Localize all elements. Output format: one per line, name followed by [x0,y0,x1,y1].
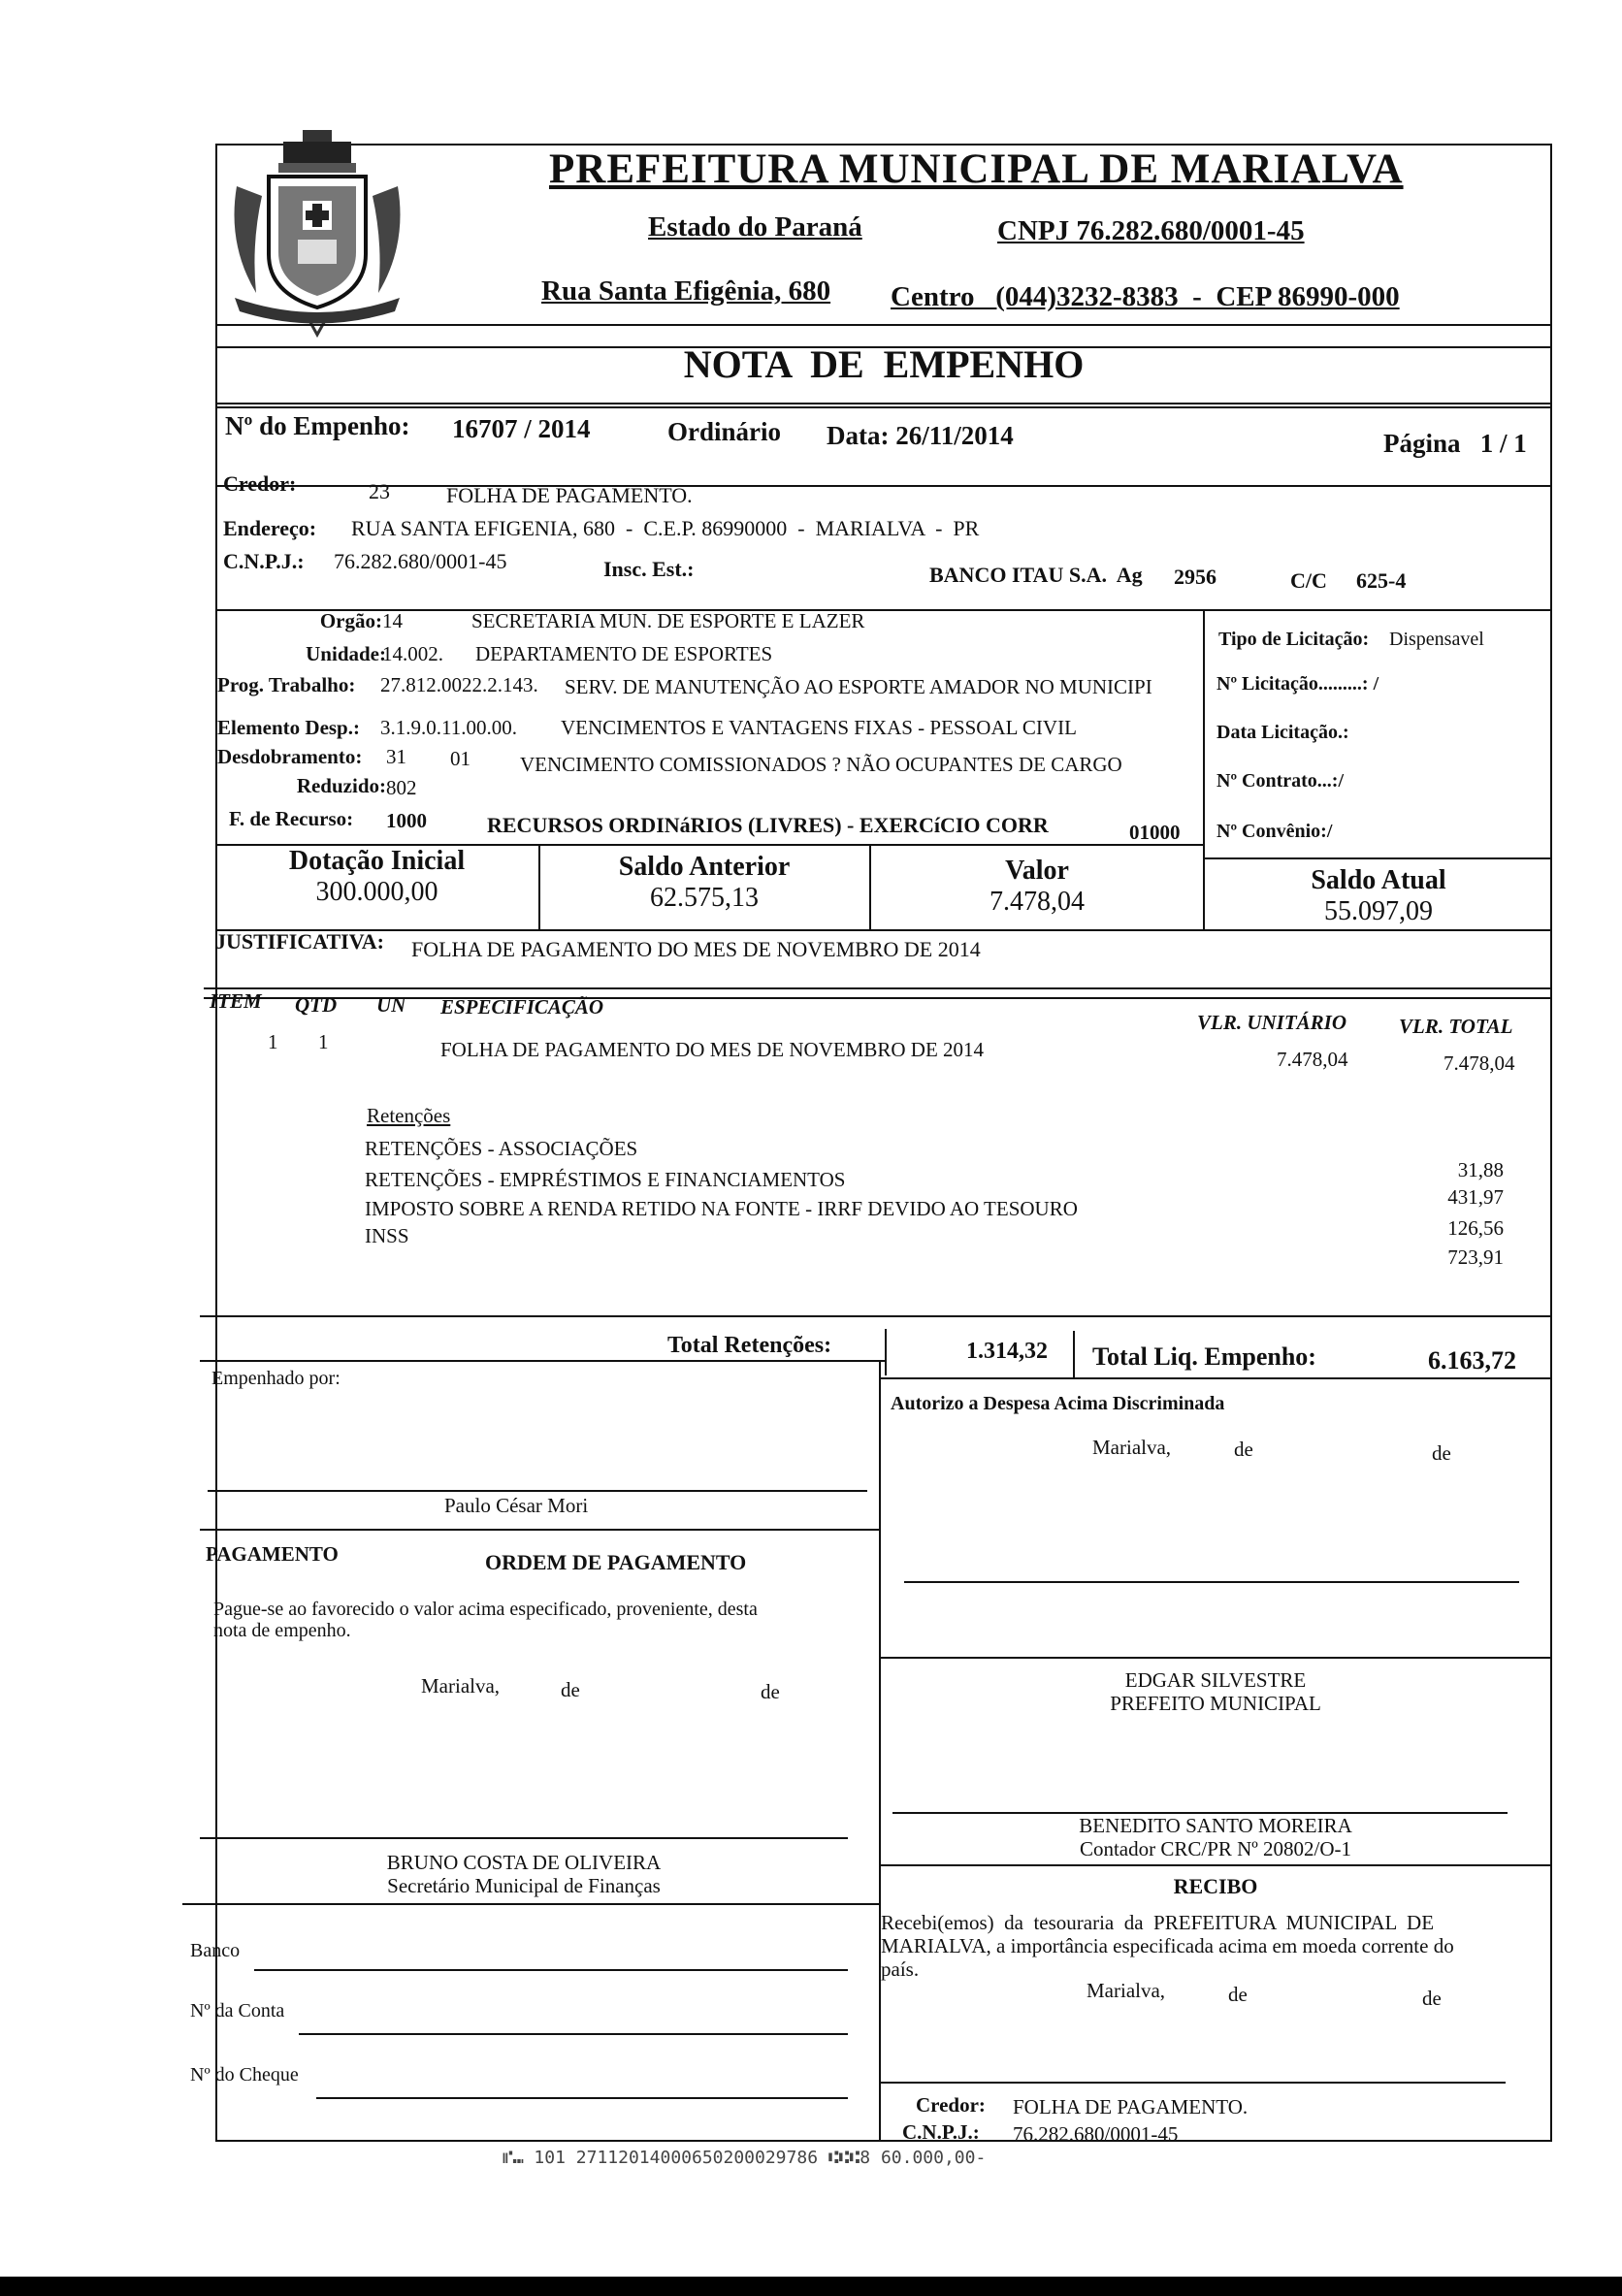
row-espec: FOLHA DE PAGAMENTO DO MES DE NOVEMBRO DE 2014 [440,1038,985,1061]
empenhado-label: Empenhado por: [211,1368,341,1389]
bank-name: BANCO ITAU S.A. Ag [929,563,1143,587]
recibo-credor-label: Credor: [916,2093,986,2117]
unidade-name: DEPARTAMENTO DE ESPORTES [475,642,773,665]
total-liq-label: Total Liq. Empenho: [1092,1342,1316,1371]
divider [200,1315,1552,1317]
contrato: Nº Contrato...:/ [1216,770,1345,792]
prog-name: SERV. DE MANUTENÇÃO AO ESPORTE AMADOR NO MUNICIPI [565,675,1152,698]
state-text: Estado do Paraná [648,211,862,243]
signature-line [904,1581,1519,1583]
de-text: de [561,1678,580,1701]
divider [215,406,1552,408]
retencao-item: INSS [365,1224,409,1247]
saldo-anterior-value: 62.575,13 [650,883,759,913]
address-text: Rua Santa Efigênia, 680 [541,275,831,307]
retencao-value: 723,91 [1447,1245,1504,1269]
recibo-text-2: MARIALVA, a importância especificada acima em moeda corrente do [881,1934,1454,1957]
credor-code: 23 [369,479,390,503]
retencoes-title: Retenções [367,1104,451,1127]
cc-label: C/C [1290,568,1327,593]
convenio: Nº Convênio:/ [1216,821,1333,842]
credor-name: FOLHA DE PAGAMENTO. [446,483,693,507]
signature-line [208,1490,867,1492]
total-retencoes-label: Total Retenções: [667,1333,832,1358]
retencao-value: 126,56 [1447,1216,1504,1240]
secretario-title: Secretário Municipal de Finanças [387,1874,661,1897]
row-unit: 7.478,04 [1277,1048,1348,1071]
signature-line [881,2082,1506,2084]
divider [1073,1331,1075,1377]
de-text: de [1432,1441,1451,1465]
pague-text-2: nota de empenho. [213,1620,351,1641]
divider [215,929,1552,931]
contador-title: Contador CRC/PR Nº 20802/O-1 [1079,1837,1352,1860]
cnpj-text: CNPJ 76.282.680/0001-45 [997,215,1305,246]
total-retencoes-value: 1.314,32 [966,1339,1048,1364]
divider [215,403,1552,404]
prog-code: 27.812.0022.2.143. [380,673,538,696]
divider [1203,857,1552,859]
divider [879,1377,1552,1379]
divider [215,324,1552,326]
recurso-label: F. de Recurso: [229,807,354,830]
unidade-label: Unidade: [306,642,386,665]
recibo-credor-value: FOLHA DE PAGAMENTO. [1013,2095,1249,2118]
recurso-code: 1000 [386,809,427,832]
marialva-text: Marialva, [421,1674,501,1698]
saldo-anterior-label: Saldo Anterior [618,852,791,882]
banco-label: Banco [190,1940,241,1961]
empenho-type: Ordinário [667,417,782,446]
unidade-code: 14.002. [382,642,443,665]
page-title: PREFEITURA MUNICIPAL DE MARIALVA [549,146,1404,192]
col-espec-header: ESPECIFICAÇÃO [440,995,604,1019]
recurso-name: RECURSOS ORDINáRIOS (LIVRES) - EXERCíCIO CORR [487,813,1049,837]
divider [215,609,1552,611]
valor-value: 7.478,04 [989,887,1085,917]
divider [200,1529,879,1531]
valor-label: Valor [1005,856,1069,886]
desdob-code1: 31 [386,745,406,768]
district-phone-text: Centro (044)3232-8383 - CEP 86990-000 [891,281,1400,312]
justificativa-value: FOLHA DE PAGAMENTO DO MES DE NOVEMBRO DE 2014 [411,937,981,961]
licitacao-num: Nº Licitação.........: / [1216,673,1379,695]
orgao-name: SECRETARIA MUN. DE ESPORTE E LAZER [471,609,865,632]
conta-field-line[interactable] [299,2033,848,2035]
cc-value: 625-4 [1356,568,1407,593]
divider [885,1329,887,1375]
banco-field-line[interactable] [254,1969,848,1971]
bank-agency: 2956 [1174,565,1216,589]
page-number: Página 1 / 1 [1383,429,1527,458]
elemento-label: Elemento Desp.: [217,716,360,739]
total-liq-value: 6.163,72 [1428,1346,1516,1374]
row-total: 7.478,04 [1444,1051,1515,1075]
prefeito-name: EDGAR SILVESTRE [1124,1668,1307,1692]
de-text: de [1422,1987,1442,2010]
endereco-label: Endereço: [223,516,317,540]
divider [204,997,1552,999]
row-item: 1 [268,1030,278,1053]
recurso-code2: 01000 [1129,821,1181,844]
divider [204,987,1552,989]
col-qtd-header: QTD [295,993,338,1017]
marialva-text: Marialva, [1087,1979,1166,2002]
signature-line [200,1837,848,1839]
credor-label: Credor: [223,471,297,496]
retencao-value: 31,88 [1457,1158,1504,1181]
conta-label: Nº da Conta [190,2000,285,2021]
dotacao-value: 300.000,00 [315,877,438,907]
orgao-code: 14 [382,609,403,632]
retencao-item: IMPOSTO SOBRE A RENDA RETIDO NA FONTE - IRRF DEVIDO AO TESOURO [365,1197,1078,1220]
elemento-name: VENCIMENTOS E VANTAGENS FIXAS - PESSOAL CIVIL [561,716,1077,739]
coat-of-arms-logo [225,128,409,340]
divider [215,485,1552,487]
col-item-header: ITEM [210,989,262,1013]
cnpj-label: C.N.P.J.: [223,549,305,573]
col-un-header: UN [376,993,406,1017]
empenho-number: 16707 / 2014 [452,414,591,443]
document-title: NOTA DE EMPENHO [683,342,1085,386]
recibo-text-3: país. [881,1957,920,1981]
pague-text: Pague-se ao favorecido o valor acima especificado, proveniente, desta [213,1599,758,1620]
divider [879,1360,881,2142]
recibo-title: RECIBO [1173,1874,1258,1898]
desdob-name: VENCIMENTO COMISSIONADOS ? NÃO OCUPANTES DE CARGO [520,753,1122,776]
justificativa-label: JUSTIFICATIVA: [215,929,385,954]
marialva-text: Marialva, [1092,1436,1172,1459]
ordem-label: ORDEM DE PAGAMENTO [485,1550,747,1574]
retencao-item: RETENÇÕES - ASSOCIAÇÕES [365,1137,638,1160]
retencao-item: RETENÇÕES - EMPRÉSTIMOS E FINANCIAMENTOS [365,1168,846,1191]
divider [200,1360,885,1362]
de-text: de [761,1680,780,1703]
contador-name: BENEDITO SANTO MOREIRA [1079,1814,1352,1837]
cheque-label: Nº do Cheque [190,2064,299,2086]
de-text: de [1228,1983,1248,2006]
licitacao-tipo-label: Tipo de Licitação: [1218,629,1370,650]
recibo-text: Recebi(emos) da tesouraria da PREFEITURA MUNICIPAL DE [881,1911,1435,1934]
reduzido-value: 802 [386,776,417,799]
insc-label: Insc. Est.: [603,557,695,581]
recibo-cnpj-value: 76.282.680/0001-45 [1013,2122,1179,2146]
empenhado-name: Paulo César Mori [444,1494,589,1517]
endereco-value: RUA SANTA EFIGENIA, 680 - C.E.P. 86990000 - MARIALVA - PR [351,516,980,540]
cnpj-value: 76.282.680/0001-45 [334,549,507,573]
divider [182,1903,879,1905]
scan-border [0,2277,1622,2296]
micr-code: ⑈⑉ 101 27112014000650200029786 ⑆⑆⑆8 60.000,00- [503,2148,987,2168]
divider [879,1657,1552,1659]
autorizo-label: Autorizo a Despesa Acima Discriminada [891,1393,1225,1414]
dotacao-label: Dotação Inicial [288,846,466,876]
empenho-date: Data: 26/11/2014 [827,421,1014,450]
desdob-code2: 01 [450,747,470,770]
row-qtd: 1 [318,1030,329,1053]
pagamento-label: PAGAMENTO [206,1542,339,1566]
empenho-label: Nº do Empenho: [225,411,410,440]
saldo-atual-label: Saldo Atual [1311,865,1446,895]
cheque-field-line[interactable] [316,2097,848,2099]
reduzido-label: Reduzido: [296,774,386,797]
prog-label: Prog. Trabalho: [217,673,356,696]
retencao-value: 431,97 [1447,1185,1504,1209]
desdob-label: Desdobramento: [217,745,363,768]
recibo-cnpj-label: C.N.P.J.: [902,2120,980,2144]
orgao-label: Orgão: [319,609,382,632]
col-total-header: VLR. TOTAL [1399,1015,1513,1038]
prefeito-title: PREFEITO MUNICIPAL [1110,1692,1321,1715]
divider [879,1864,1552,1866]
saldo-atual-value: 55.097,09 [1324,896,1433,926]
elemento-code: 3.1.9.0.11.00.00. [380,716,517,739]
licitacao-tipo-value: Dispensavel [1389,629,1484,650]
secretario-name: BRUNO COSTA DE OLIVEIRA [386,1851,662,1874]
col-unit-header: VLR. UNITÁRIO [1197,1011,1347,1034]
de-text: de [1234,1438,1253,1461]
licitacao-data: Data Licitação.: [1216,722,1349,743]
